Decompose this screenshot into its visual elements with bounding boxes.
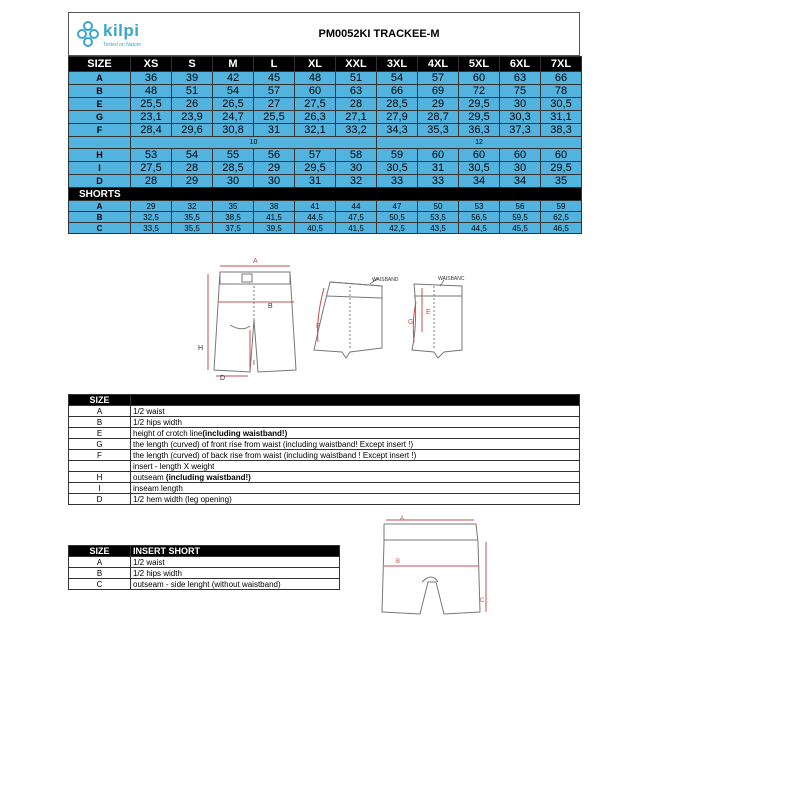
legend-desc — [131, 450, 580, 461]
value-cell: 31 — [418, 162, 459, 175]
measure-row — [69, 149, 582, 162]
insert-legend-row — [69, 568, 340, 579]
value-cell: 28 — [336, 98, 377, 111]
value-cell: 27,5 — [131, 162, 172, 175]
value-cell: 50 — [418, 201, 459, 212]
value-cell: 23,9 — [172, 111, 213, 124]
value-cell: 78 — [541, 85, 582, 98]
value-cell: 30 — [213, 175, 254, 188]
legend-row — [69, 428, 580, 439]
measure-row — [69, 85, 582, 98]
value-cell: 29,5 — [295, 162, 336, 175]
insert-legend-row — [69, 579, 340, 590]
value-cell: 31,1 — [541, 111, 582, 124]
size-header-cell: 3XL — [377, 57, 418, 72]
legend-desc — [131, 461, 580, 472]
legend-desc — [131, 439, 580, 450]
insert-short-legend — [68, 545, 340, 590]
measure-row — [69, 162, 582, 175]
legend-key: G — [69, 439, 131, 450]
insert-label-a: A — [400, 516, 405, 522]
value-cell: 55 — [213, 149, 254, 162]
value-cell: 35 — [541, 175, 582, 188]
row-label: B — [69, 85, 131, 98]
measurement-legend — [68, 394, 580, 505]
value-cell: 57 — [295, 149, 336, 162]
value-cell: 30,8 — [213, 124, 254, 137]
value-cell: 34 — [459, 175, 500, 188]
row-label: G — [69, 111, 131, 124]
value-cell: 60 — [500, 149, 541, 162]
value-cell: 24,7 — [213, 111, 254, 124]
size-header-row — [69, 57, 582, 72]
row-label: F — [69, 124, 131, 137]
legend-key: A — [69, 406, 131, 417]
value-cell: 32 — [336, 175, 377, 188]
insert-weight-label — [69, 137, 131, 149]
label-i: I — [253, 360, 255, 367]
value-cell: 39,5 — [254, 223, 295, 234]
legend-desc-text: 1/2 waist — [133, 406, 165, 416]
value-cell: 33,5 — [131, 223, 172, 234]
legend-desc-bold: (including waistband!) — [165, 472, 251, 482]
insert-legend-title: INSERT SHORT — [131, 546, 340, 557]
value-cell: 60 — [459, 72, 500, 85]
value-cell: 66 — [377, 85, 418, 98]
row-label: E — [69, 98, 131, 111]
value-cell: 72 — [459, 85, 500, 98]
insert-legend-desc: 1/2 hips width — [131, 568, 340, 579]
value-cell: 54 — [213, 85, 254, 98]
value-cell: 28 — [131, 175, 172, 188]
insert-legend-key: B — [69, 568, 131, 579]
size-header-cell: 7XL — [541, 57, 582, 72]
value-cell: 50,5 — [377, 212, 418, 223]
insert-legend-header-row — [69, 546, 340, 557]
value-cell: 36,3 — [459, 124, 500, 137]
value-cell: 59 — [541, 201, 582, 212]
waistband-label-1: WAISBAND — [372, 277, 399, 283]
value-cell: 35 — [213, 201, 254, 212]
value-cell: 57 — [254, 85, 295, 98]
value-cell: 29,5 — [459, 111, 500, 124]
value-cell: 69 — [418, 85, 459, 98]
legend-key — [69, 461, 131, 472]
document-header — [68, 12, 580, 56]
value-cell: 25,5 — [131, 98, 172, 111]
value-cell: 29,6 — [172, 124, 213, 137]
label-b: B — [268, 303, 273, 310]
legend-row — [69, 472, 580, 483]
value-cell: 28,4 — [131, 124, 172, 137]
value-cell: 26 — [172, 98, 213, 111]
measure-row — [69, 223, 582, 234]
measure-row — [69, 212, 582, 223]
measure-row — [69, 111, 582, 124]
insert-weight-row — [69, 137, 582, 149]
value-cell: 56 — [254, 149, 295, 162]
row-label: H — [69, 149, 131, 162]
value-cell: 35,5 — [172, 223, 213, 234]
label-h: H — [198, 345, 204, 352]
value-cell: 51 — [336, 72, 377, 85]
size-header-cell: XL — [295, 57, 336, 72]
legend-desc — [131, 417, 580, 428]
row-label: D — [69, 175, 131, 188]
row-label: I — [69, 162, 131, 175]
value-cell: 29,5 — [459, 98, 500, 111]
size-header-cell: 4XL — [418, 57, 459, 72]
insert-legend-key: A — [69, 557, 131, 568]
size-header-cell: XXL — [336, 57, 377, 72]
legend-key: H — [69, 472, 131, 483]
size-chart-table — [68, 56, 582, 234]
value-cell: 47 — [377, 201, 418, 212]
value-cell: 38,5 — [213, 212, 254, 223]
insert-short-diagram — [374, 512, 494, 624]
value-cell: 38 — [254, 201, 295, 212]
legend-desc-text: 1/2 hem width (leg opening) — [133, 494, 232, 504]
value-cell: 29 — [172, 175, 213, 188]
value-cell: 48 — [131, 85, 172, 98]
size-header-cell: M — [213, 57, 254, 72]
legend-desc-text: the length (curved) of front rise from waist (including waistband! Except insert !) — [133, 439, 414, 449]
legend-header-row — [69, 395, 580, 406]
value-cell: 56 — [500, 201, 541, 212]
value-cell: 28,5 — [377, 98, 418, 111]
value-cell: 33,2 — [336, 124, 377, 137]
insert-legend-desc: outseam - side lenght (without waistband) — [131, 579, 340, 590]
legend-title: SIZE — [69, 395, 131, 406]
value-cell: 29 — [131, 201, 172, 212]
value-cell: 44,5 — [459, 223, 500, 234]
value-cell: 60 — [295, 85, 336, 98]
value-cell: 41,5 — [254, 212, 295, 223]
value-cell: 26,5 — [213, 98, 254, 111]
legend-desc-text: outseam — [133, 472, 166, 482]
legend-desc — [131, 406, 580, 417]
legend-key: D — [69, 494, 131, 505]
value-cell: 32,1 — [295, 124, 336, 137]
size-header-cell: 5XL — [459, 57, 500, 72]
value-cell: 57 — [418, 72, 459, 85]
value-cell: 30,5 — [541, 98, 582, 111]
row-label: C — [69, 223, 131, 234]
label-f: F — [316, 323, 321, 330]
value-cell: 51 — [172, 85, 213, 98]
value-cell: 48 — [295, 72, 336, 85]
value-cell: 36 — [131, 72, 172, 85]
value-cell: 33 — [377, 175, 418, 188]
label-a: A — [253, 258, 258, 265]
value-cell: 31 — [254, 124, 295, 137]
value-cell: 35,5 — [172, 212, 213, 223]
row-label: A — [69, 201, 131, 212]
value-cell: 38,3 — [541, 124, 582, 137]
value-cell: 45 — [254, 72, 295, 85]
value-cell: 53 — [131, 149, 172, 162]
value-cell: 30 — [254, 175, 295, 188]
legend-row — [69, 494, 580, 505]
value-cell: 30 — [336, 162, 377, 175]
row-label: A — [69, 72, 131, 85]
size-header-cell: L — [254, 57, 295, 72]
measure-row — [69, 98, 582, 111]
legend-key: F — [69, 450, 131, 461]
legend-row — [69, 417, 580, 428]
value-cell: 39 — [172, 72, 213, 85]
value-cell: 75 — [500, 85, 541, 98]
legend-desc-text: height of crotch line — [133, 428, 203, 438]
legend-desc — [131, 494, 580, 505]
label-d: D — [220, 375, 226, 382]
value-cell: 56,5 — [459, 212, 500, 223]
value-cell: 42,5 — [377, 223, 418, 234]
value-cell: 32 — [172, 201, 213, 212]
value-cell: 59 — [377, 149, 418, 162]
value-cell: 27,1 — [336, 111, 377, 124]
row-label: B — [69, 212, 131, 223]
value-cell: 41,5 — [336, 223, 377, 234]
legend-row — [69, 406, 580, 417]
value-cell: 27,5 — [295, 98, 336, 111]
measure-row — [69, 124, 582, 137]
value-cell: 30 — [500, 98, 541, 111]
value-cell: 33 — [418, 175, 459, 188]
value-cell: 34,3 — [377, 124, 418, 137]
value-cell: 29 — [418, 98, 459, 111]
value-cell: 30,5 — [459, 162, 500, 175]
legend-row — [69, 461, 580, 472]
value-cell: 54 — [377, 72, 418, 85]
value-cell: 63 — [500, 72, 541, 85]
insert-legend-row — [69, 557, 340, 568]
legend-desc-bold: (including waistband!) — [202, 428, 288, 438]
value-cell: 40,5 — [295, 223, 336, 234]
measure-row — [69, 72, 582, 85]
value-cell: 34 — [500, 175, 541, 188]
legend-key: E — [69, 428, 131, 439]
value-cell: 37,5 — [213, 223, 254, 234]
legend-desc-text: inseam length — [133, 483, 183, 493]
value-cell: 26,3 — [295, 111, 336, 124]
brand-name: kilpi — [103, 21, 140, 40]
label-g: G — [408, 319, 414, 326]
front-rise-diagram — [404, 272, 474, 362]
legend-key: I — [69, 483, 131, 494]
value-cell: 54 — [172, 149, 213, 162]
value-cell: 60 — [541, 149, 582, 162]
legend-desc — [131, 472, 580, 483]
product-title: PM0052KI TRACKEE-M — [318, 28, 440, 40]
value-cell: 53,5 — [418, 212, 459, 223]
legend-desc — [131, 483, 580, 494]
insert-legend-size: SIZE — [69, 546, 131, 557]
shorts-header-row — [69, 188, 582, 201]
value-cell: 25,5 — [254, 111, 295, 124]
value-cell: 27,9 — [377, 111, 418, 124]
legend-row — [69, 450, 580, 461]
insert-legend-key: C — [69, 579, 131, 590]
value-cell: 28,7 — [418, 111, 459, 124]
value-cell: 53 — [459, 201, 500, 212]
insert-label-b: B — [396, 559, 401, 565]
value-cell: 46,5 — [541, 223, 582, 234]
value-cell: 35,3 — [418, 124, 459, 137]
legend-title-blank — [131, 395, 580, 406]
legend-desc — [131, 428, 580, 439]
size-header-cell: 6XL — [500, 57, 541, 72]
shorts-front-diagram — [190, 250, 310, 385]
legend-key: B — [69, 417, 131, 428]
value-cell: 62,5 — [541, 212, 582, 223]
value-cell: 29 — [254, 162, 295, 175]
value-cell: 27 — [254, 98, 295, 111]
waistband-label-2: WAISBANC — [438, 276, 465, 282]
value-cell: 41 — [295, 201, 336, 212]
insert-weight-right: 12 — [377, 137, 582, 149]
measure-row — [69, 175, 582, 188]
value-cell: 30,5 — [377, 162, 418, 175]
value-cell: 47,5 — [336, 212, 377, 223]
legend-desc-text: 1/2 hips width — [133, 417, 182, 427]
measure-row — [69, 201, 582, 212]
size-header-cell: XS — [131, 57, 172, 72]
legend-desc-text: the length (curved) of back rise from waist (including waistband ! Except insert !) — [133, 450, 417, 460]
value-cell: 32,5 — [131, 212, 172, 223]
legend-row — [69, 483, 580, 494]
shorts-section-label: SHORTS — [69, 188, 582, 201]
value-cell: 60 — [459, 149, 500, 162]
value-cell: 58 — [336, 149, 377, 162]
value-cell: 45,5 — [500, 223, 541, 234]
value-cell: 66 — [541, 72, 582, 85]
legend-row — [69, 439, 580, 450]
insert-label-c: C — [480, 598, 485, 604]
value-cell: 30 — [500, 162, 541, 175]
value-cell: 31 — [295, 175, 336, 188]
value-cell: 44 — [336, 201, 377, 212]
insert-legend-desc: 1/2 waist — [131, 557, 340, 568]
value-cell: 28,5 — [213, 162, 254, 175]
legend-desc-text: insert - length X weight — [133, 461, 215, 471]
value-cell: 42 — [213, 72, 254, 85]
brand-tagline: Tested on Nature — [103, 42, 142, 48]
value-cell: 43,5 — [418, 223, 459, 234]
corner-label: SIZE — [69, 57, 131, 72]
label-e: E — [426, 309, 431, 316]
value-cell: 59,5 — [500, 212, 541, 223]
value-cell: 30,3 — [500, 111, 541, 124]
insert-weight-left: 10 — [131, 137, 377, 149]
value-cell: 23,1 — [131, 111, 172, 124]
value-cell: 28 — [172, 162, 213, 175]
value-cell: 60 — [418, 149, 459, 162]
back-rise-diagram — [310, 272, 410, 362]
value-cell: 44,5 — [295, 212, 336, 223]
size-header-cell: S — [172, 57, 213, 72]
value-cell: 37,3 — [500, 124, 541, 137]
value-cell: 63 — [336, 85, 377, 98]
value-cell: 29,5 — [541, 162, 582, 175]
